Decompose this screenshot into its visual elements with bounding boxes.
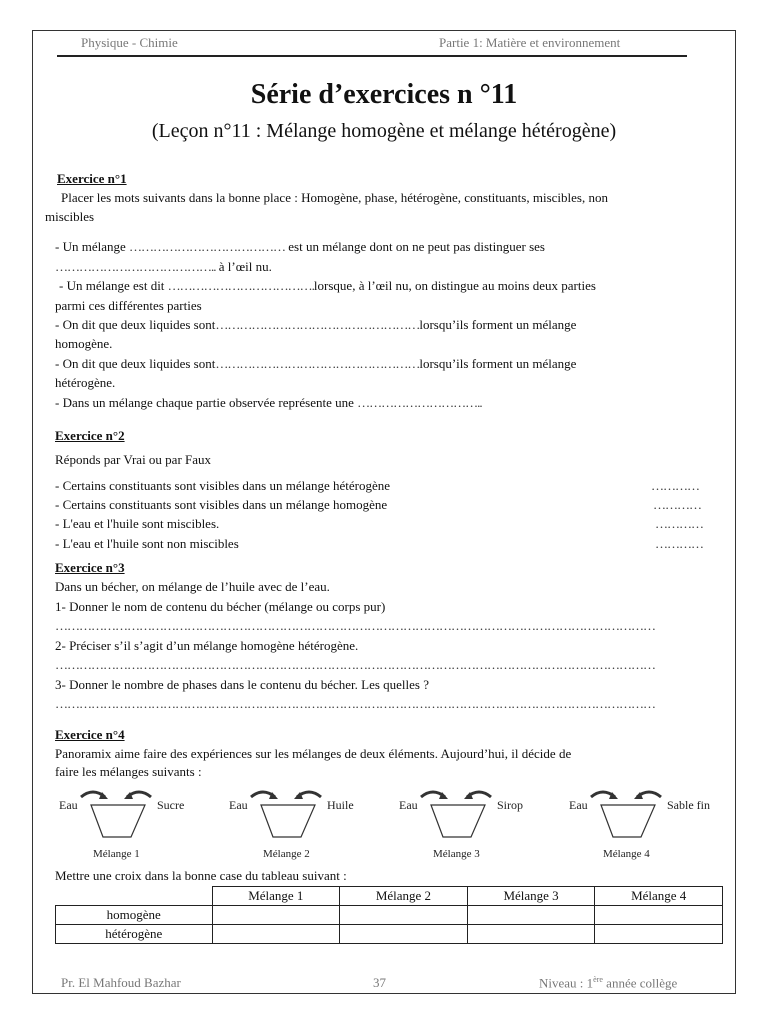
- ex4-intro: Panoramix aime faire des expériences sur les mélanges de deux éléments. Aujourd’hui, il décide de: [55, 746, 572, 761]
- beaker-icon: [601, 805, 655, 837]
- table-col-header: Mélange 3: [467, 887, 595, 906]
- ex3-intro: Dans un bécher, on mélange de l’huile avec de l’eau.: [55, 579, 330, 594]
- table-row-header: homogène: [56, 906, 213, 925]
- table-cell[interactable]: [212, 906, 340, 925]
- beaker-icon: [261, 805, 315, 837]
- blank-4[interactable]: ……………………………………………: [215, 317, 420, 332]
- ex4-instruction: Mettre une croix dans la bonne case du tableau suivant :: [55, 868, 347, 883]
- blank-5[interactable]: ……………………………………………: [215, 356, 420, 371]
- ex2-answer-3[interactable]: …………: [655, 516, 703, 531]
- table-row: [56, 906, 723, 925]
- beaker-icon: [431, 805, 485, 837]
- ex3-title: Exercice n°3: [55, 560, 125, 575]
- ex1-line-6: homogène.: [55, 336, 113, 351]
- ex4-intro-cont: faire les mélanges suivants :: [55, 764, 202, 779]
- ex1-line-9: - Dans un mélange chaque partie observée représente une …………………………..: [55, 395, 482, 410]
- mixture-diagram: [569, 792, 710, 860]
- ingredient-right-label: Sirop: [497, 798, 524, 812]
- ex1-line-8: hétérogène.: [55, 375, 116, 390]
- ingredient-left-label: Eau: [229, 798, 248, 812]
- table-cell[interactable]: [595, 925, 723, 944]
- footer-page-number: 37: [373, 975, 386, 990]
- ex3-answer-2[interactable]: ……………………………………………………………………………………………………………………………………: [55, 657, 655, 672]
- mixture-diagram: [59, 792, 184, 860]
- footer-level: Niveau : 1ère année collège: [539, 975, 678, 991]
- ex4-title: Exercice n°4: [55, 727, 125, 742]
- ex2-answer-2[interactable]: …………: [653, 497, 701, 512]
- ex2-title: Exercice n°2: [55, 428, 125, 443]
- ex1-instruction: Placer les mots suivants dans la bonne place : Homogène, phase, hétérogène, constituants, miscibles, non: [61, 190, 608, 205]
- table-cell[interactable]: [467, 925, 595, 944]
- ex2-item-2: - Certains constituants sont visibles dans un mélange homogène: [55, 497, 388, 512]
- mixture-diagram: [399, 792, 523, 860]
- table-cell[interactable]: [595, 906, 723, 925]
- ex2-answer-4[interactable]: …………: [655, 536, 703, 551]
- ex2-item-4: - L'eau et l'huile sont non miscibles: [55, 536, 239, 551]
- table-corner-cell: [56, 887, 213, 906]
- ex3-answer-3[interactable]: ……………………………………………………………………………………………………………………………………: [55, 696, 655, 711]
- table-cell[interactable]: [212, 925, 340, 944]
- ex1-line-4: parmi ces différentes parties: [55, 298, 202, 313]
- ingredient-left-label: Eau: [569, 798, 588, 812]
- ex3-answer-1[interactable]: ……………………………………………………………………………………………………………………………………: [55, 618, 655, 633]
- mixture-label: Mélange 4: [603, 848, 650, 860]
- ex1-line-3: - Un mélange est dit ……………………………….lorsque, à l’œil nu, on distingue au moins deux parties: [59, 278, 596, 293]
- mixture-diagram: [229, 792, 354, 860]
- results-table: [55, 886, 723, 944]
- blank-1[interactable]: …………………………………: [129, 239, 286, 254]
- ex2-item-1: - Certains constituants sont visibles dans un mélange hétérogène: [55, 478, 391, 493]
- worksheet-page: [32, 30, 736, 994]
- blank-3[interactable]: ……………………………….: [167, 278, 314, 293]
- mixtures-figure: [53, 789, 733, 861]
- table-cell[interactable]: [340, 906, 468, 925]
- mixture-label: Mélange 2: [263, 848, 310, 860]
- ex2-item-3: - L'eau et l'huile sont miscibles.: [55, 516, 220, 531]
- table-cell[interactable]: [467, 906, 595, 925]
- ex1-line-1: - Un mélange ………………………………… est un mélange dont on ne peut pas distinguer ses: [55, 239, 545, 254]
- mixture-label: Mélange 1: [93, 848, 140, 860]
- table-header-row: [56, 887, 723, 906]
- ex2-instruction: Réponds par Vrai ou par Faux: [55, 452, 212, 467]
- header-part: Partie 1: Matière et environnement: [439, 35, 621, 50]
- table-col-header: Mélange 4: [595, 887, 723, 906]
- blank-6[interactable]: …………………………..: [357, 395, 482, 410]
- page-subtitle: (Leçon n°11 : Mélange homogène et mélange hétérogène): [151, 120, 617, 142]
- header-subject: Physique - Chimie: [81, 35, 178, 50]
- ingredient-right-label: Sable fin: [667, 798, 710, 812]
- table-cell[interactable]: [340, 925, 468, 944]
- table-col-header: Mélange 2: [340, 887, 468, 906]
- ex1-line-7: - On dit que deux liquides sont……………………………………………lorsqu’ils forment un mélange: [55, 356, 577, 371]
- table-col-header: Mélange 1: [212, 887, 340, 906]
- ingredient-left-label: Eau: [399, 798, 418, 812]
- ingredient-right-label: Huile: [327, 798, 354, 812]
- footer-author: Pr. El Mahfoud Bazhar: [61, 975, 181, 990]
- table-row-header: hétérogène: [56, 925, 213, 944]
- ex3-question-2: 2- Préciser s’il s’agit d’un mélange homogène hétérogène.: [55, 638, 359, 653]
- ex1-instruction-cont: miscibles: [45, 209, 95, 224]
- page-title: Série d’exercices n °11: [250, 79, 518, 110]
- ex1-line-2: ………………………………….. à l’œil nu.: [55, 259, 272, 274]
- ingredient-left-label: Eau: [59, 798, 78, 812]
- ex3-question-1: 1- Donner le nom de contenu du bécher (mélange ou corps pur): [55, 599, 386, 614]
- ingredient-right-label: Sucre: [157, 798, 185, 812]
- beaker-icon: [91, 805, 145, 837]
- header-rule: [57, 55, 687, 57]
- mixture-label: Mélange 3: [433, 848, 480, 860]
- ex3-question-3: 3- Donner le nombre de phases dans le contenu du bécher. Les quelles ?: [55, 677, 429, 692]
- ex1-title: Exercice n°1: [57, 171, 127, 186]
- ex1-line-5: - On dit que deux liquides sont……………………………………………lorsqu’ils forment un mélange: [55, 317, 577, 332]
- table-row: [56, 925, 723, 944]
- blank-2[interactable]: …………………………………..: [55, 259, 216, 274]
- ex2-answer-1[interactable]: …………: [651, 478, 699, 493]
